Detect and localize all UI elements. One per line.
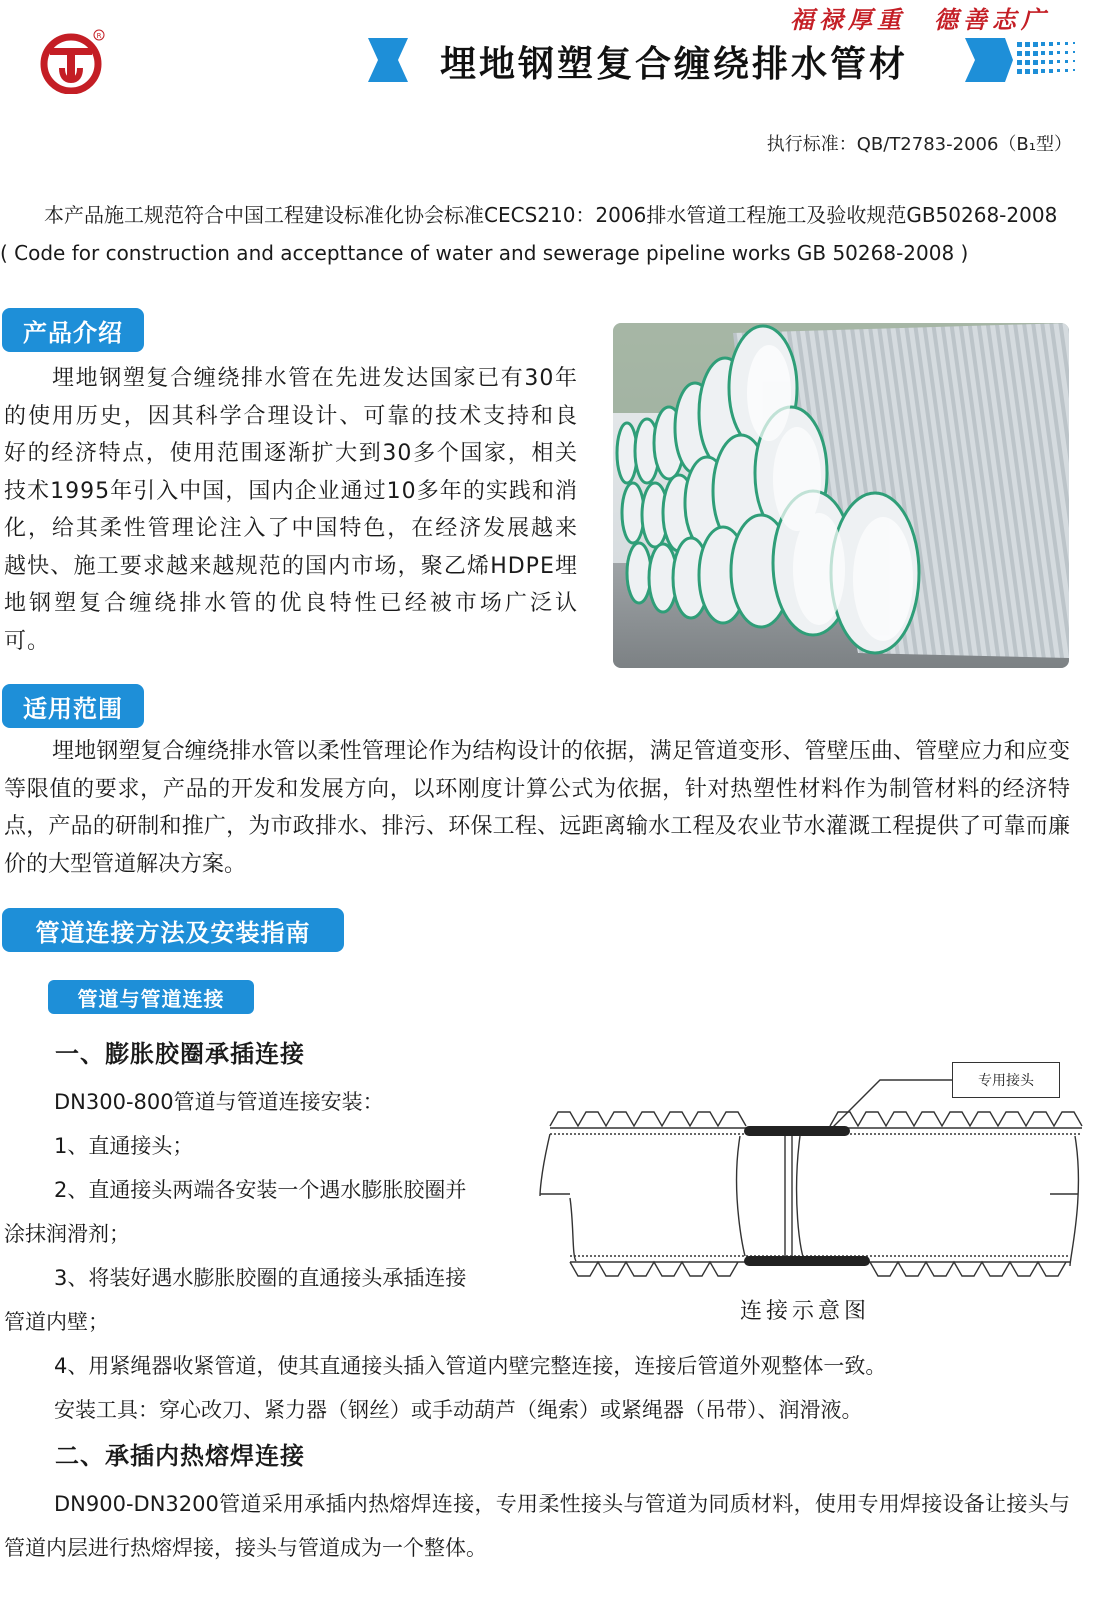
section-tag-product: 产品介绍 <box>2 308 144 352</box>
svg-text:R: R <box>96 32 102 40</box>
step-2b: 涂抹润滑剂； <box>4 1222 130 1246</box>
section-tag-scope: 适用范围 <box>2 684 144 728</box>
title-decoration-right <box>965 38 1085 82</box>
slogan-right: 德善志广 <box>934 5 1050 34</box>
section-tag-install: 管道连接方法及安装指南 <box>2 908 344 952</box>
step-4: 4、用紧绳器收紧管道，使其直通接头插入管道内壁完整连接，连接后管道外观整体一致。 <box>54 1354 887 1378</box>
heading-hot-melt: 二、承插内热熔焊连接 <box>55 1442 305 1470</box>
pipe-stack-photo <box>613 323 1069 668</box>
product-intro-text: 埋地钢塑复合缠绕排水管在先进发达国家已有30年的使用历史，因其科学合理设计、可靠的技术支持和良好的经济特点，使用范围逐渐扩大到30多个国家，相关技术1995年引入中国，国内企业通过10多年的实践和消化，给其柔性管理论注入了中国特色，在经济发展越来越快、施工要求越来越规范的国内市场，聚乙烯HDPE埋地钢塑复合缠绕排水管的优良特性已经被市场广泛认可。 <box>4 366 578 654</box>
step-1: 1、直通接头； <box>54 1134 194 1158</box>
title-decoration-left <box>368 38 418 82</box>
intro-block <box>0 196 1090 272</box>
heading-expansion-ring: 一、膨胀胶圈承插连接 <box>55 1040 305 1068</box>
slogan-left: 福禄厚重 <box>790 5 906 34</box>
joint-label: 专用接头 <box>952 1062 1060 1098</box>
step-intro: DN300-800管道与管道连接安装： <box>54 1090 384 1114</box>
install-steps <box>4 1080 524 1344</box>
intro-line-1: 本产品施工规范符合中国工程建设标准化协会标准CECS210：2006排水管道工程施工及验收规范GB50268-2008 <box>44 203 1058 227</box>
diagram-caption: 连接示意图 <box>740 1299 871 1324</box>
page-title: 埋地钢塑复合缠绕排水管材 <box>440 44 909 85</box>
install-tools: 安装工具：穿心改刀、紧力器（钢丝）或手动葫芦（绳索）或紧绳器（吊带）、润滑液。 <box>54 1398 863 1422</box>
company-logo <box>40 28 106 94</box>
step-3a: 3、将装好遇水膨胀胶圈的直通接头承插连接 <box>54 1266 467 1290</box>
slogan <box>790 0 1090 35</box>
install-notes <box>54 1344 886 1432</box>
execution-standard: 执行标准：QB/T2783-2006（B₁型） <box>766 134 1072 155</box>
step-2a: 2、直通接头两端各安装一个遇水膨胀胶圈并 <box>54 1178 467 1202</box>
scope-text: 埋地钢塑复合缠绕排水管以柔性管理论作为结构设计的依据，满足管道变形、管壁压曲、管壁应力和应变等限值的要求，产品的开发和发展方向，以环刚度计算公式为依据，针对热塑性材料作为制管材料的经济特点，产品的研制和推广，为市政排水、排污、环保工程、远距离输水工程及农业节水灌溉工程提供了可靠而廉价的大型管道解决方案。 <box>4 739 1070 877</box>
intro-line-2: ( Code for construction and accepttance of water and sewerage pipeline works GB 50268-2008 ) <box>0 241 969 265</box>
subsection-tag-pipe-connection: 管道与管道连接 <box>48 980 254 1014</box>
hot-melt-text: DN900-DN3200管道采用承插内热熔焊连接，专用柔性接头与管道为同质材料，使用专用焊接设备让接头与管道内层进行热熔焊接，接头与管道成为一个整体。 <box>4 1492 1070 1560</box>
step-3b: 管道内壁； <box>4 1310 109 1334</box>
